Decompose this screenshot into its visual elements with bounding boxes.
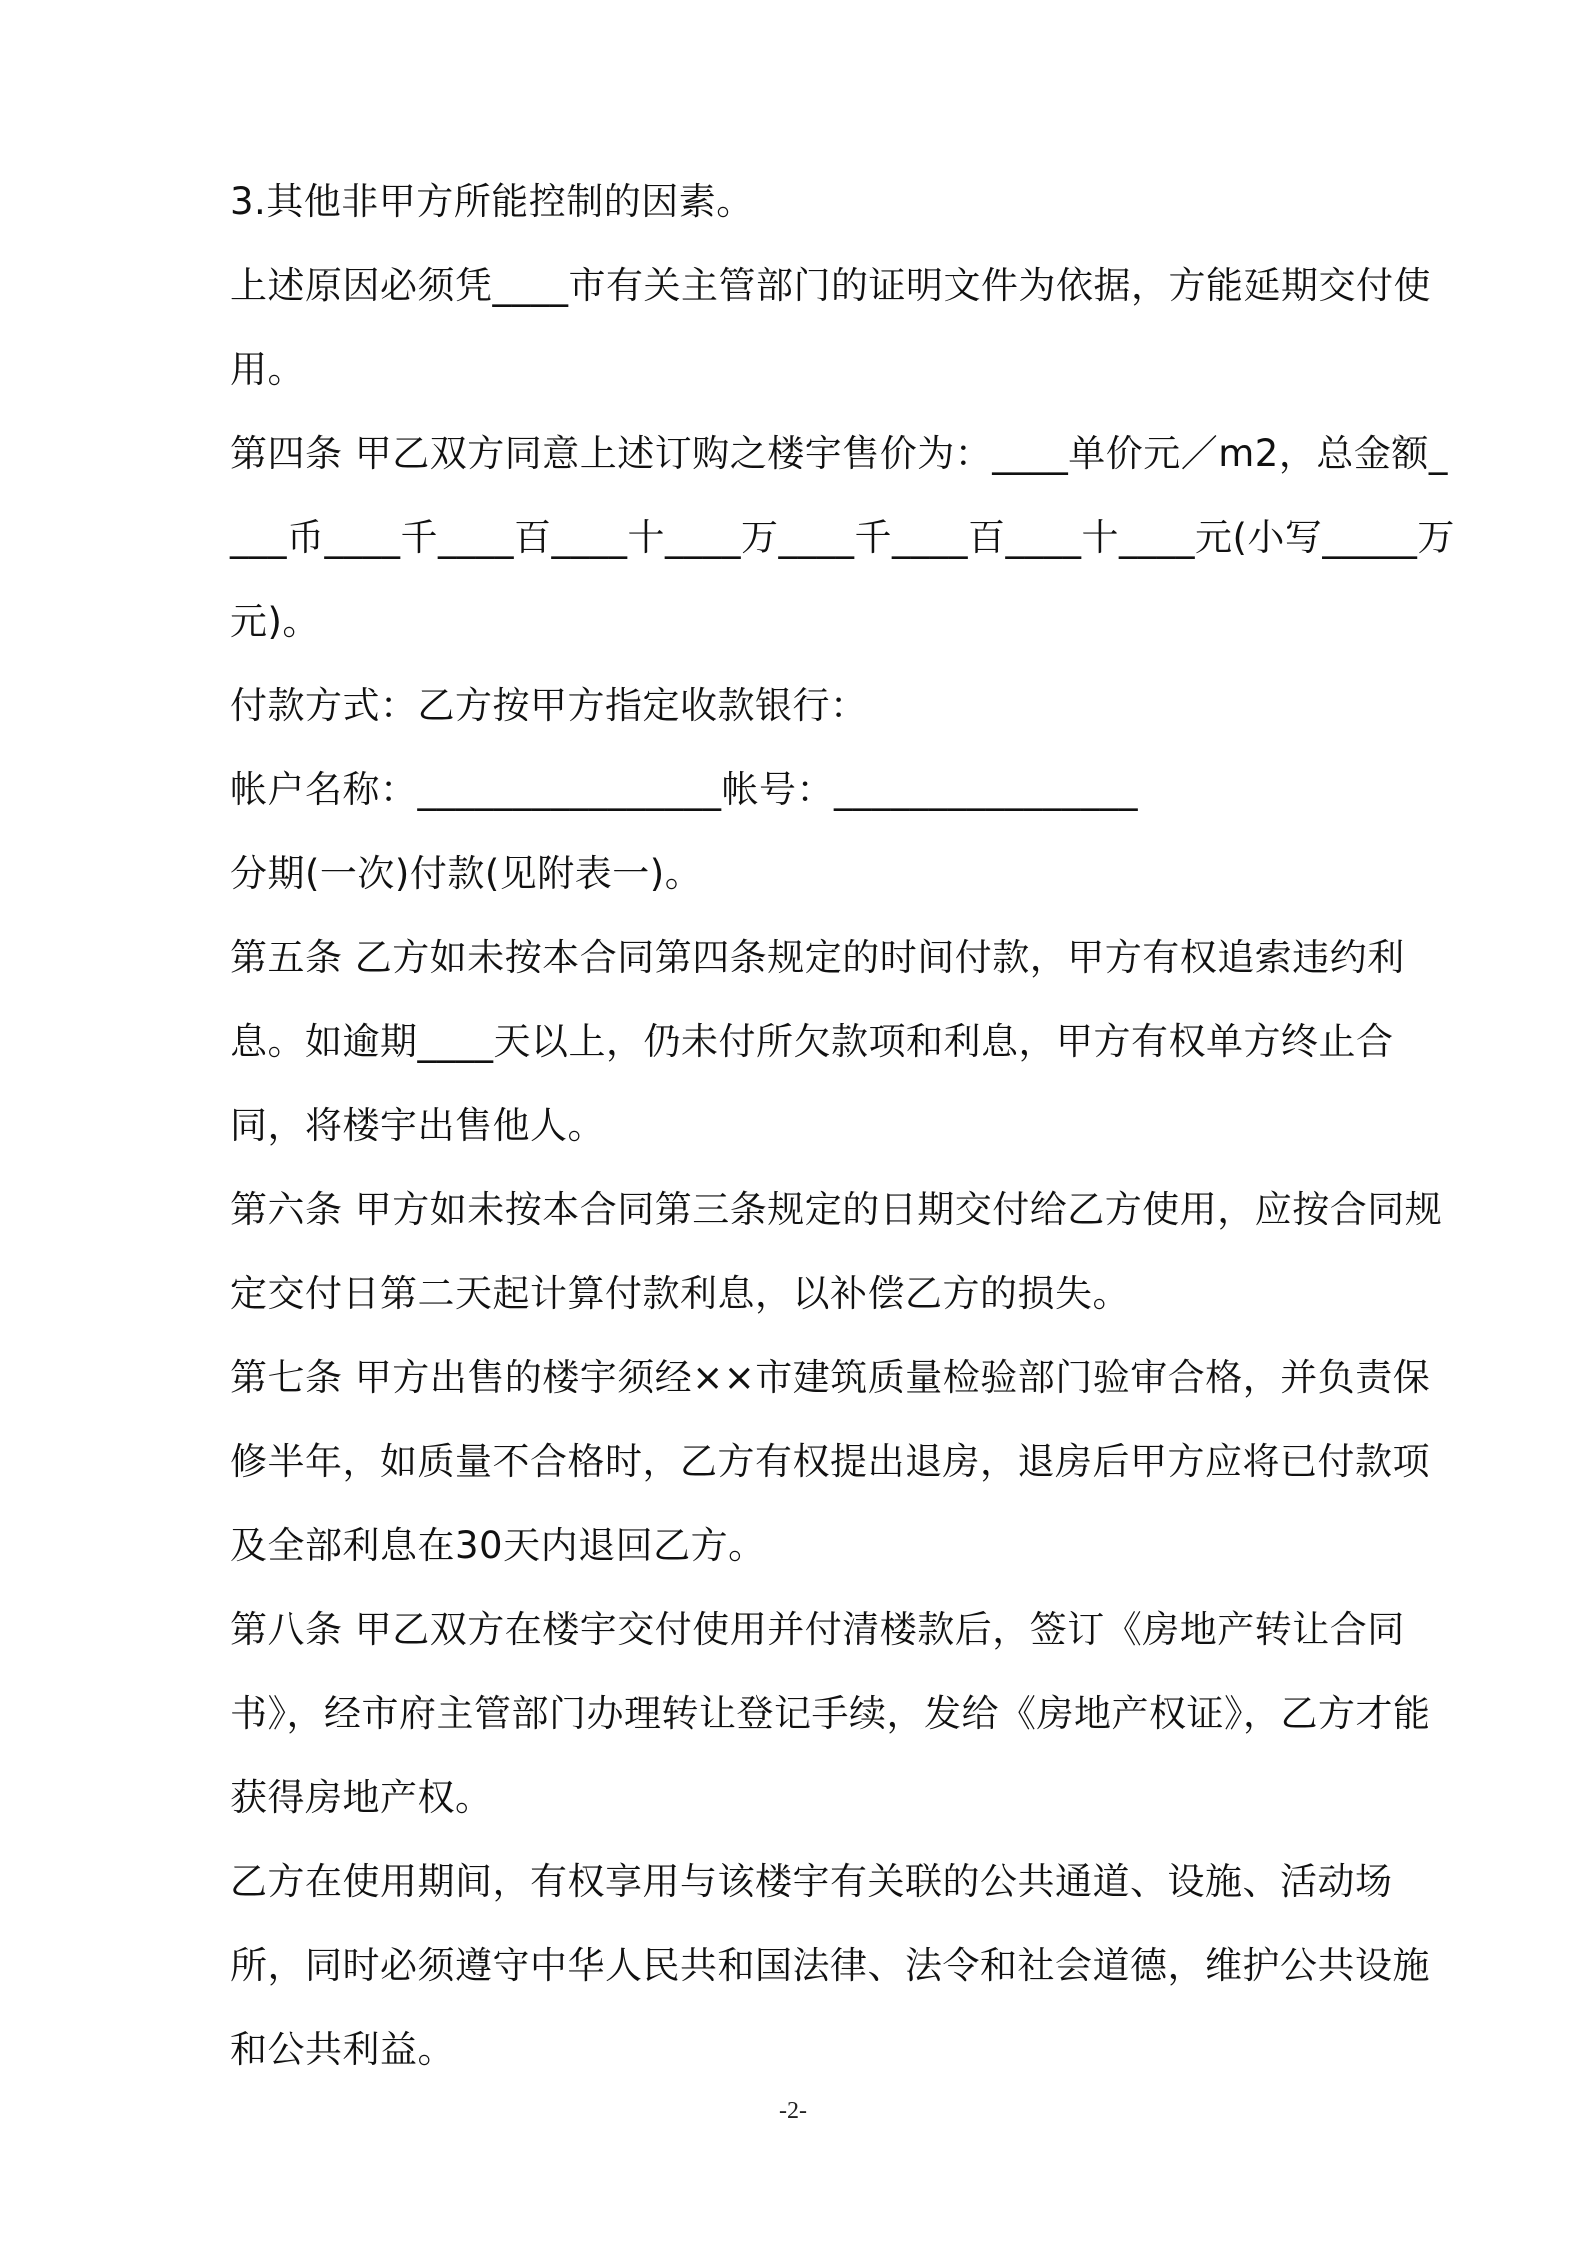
document-body <box>230 160 1455 2092</box>
paragraph-usage-rights: 乙方在使用期间，有权享用与该楼宇有关联的公共通道、设施、活动场所，同时必须遵守中华人民共和国法律、法令和社会道德，维护公共设施和公共利益。 <box>230 1860 1430 2071</box>
paragraph-payment-method: 付款方式：乙方按甲方指定收款银行： <box>230 684 868 727</box>
paragraph-account-info: 帐户名称：________________帐号：________________ <box>230 768 1138 811</box>
paragraph-delay-proof: 上述原因必须凭____市有关主管部门的证明文件为依据，方能延期交付使用。 <box>230 264 1431 391</box>
paragraph-other-factors: 3.其他非甲方所能控制的因素。 <box>230 180 754 223</box>
page-number: -2- <box>779 2098 807 2124</box>
paragraph-article-6: 第六条 甲方如未按本合同第三条规定的日期交付给乙方使用，应按合同规定交付日第二天起计算付款利息，以补偿乙方的损失。 <box>230 1188 1443 1315</box>
paragraph-article-4-price: 第四条 甲乙双方同意上述订购之楼宇售价为：____单价元／m2，总金额____币____千____百____十____万____千____百____十____元(小写_____万元)。 <box>230 432 1455 643</box>
paragraph-article-5: 第五条 乙方如未按本合同第四条规定的时间付款，甲方有权追索违约利息。如逾期____天以上，仍未付所欠款项和利息，甲方有权单方终止合同，将楼宇出售他人。 <box>230 936 1405 1147</box>
paragraph-installment: 分期(一次)付款(见附表一)。 <box>230 852 703 895</box>
paragraph-article-8: 第八条 甲乙双方在楼宇交付使用并付清楼款后，签订《房地产转让合同书》，经市府主管部门办理转让登记手续，发给《房地产权证》，乙方才能获得房地产权。 <box>230 1608 1431 1819</box>
paragraph-article-7: 第七条 甲方出售的楼宇须经××市建筑质量检验部门验审合格，并负责保修半年，如质量不合格时，乙方有权提出退房，退房后甲方应将已付款项及全部利息在30天内退回乙方。 <box>230 1356 1431 1567</box>
